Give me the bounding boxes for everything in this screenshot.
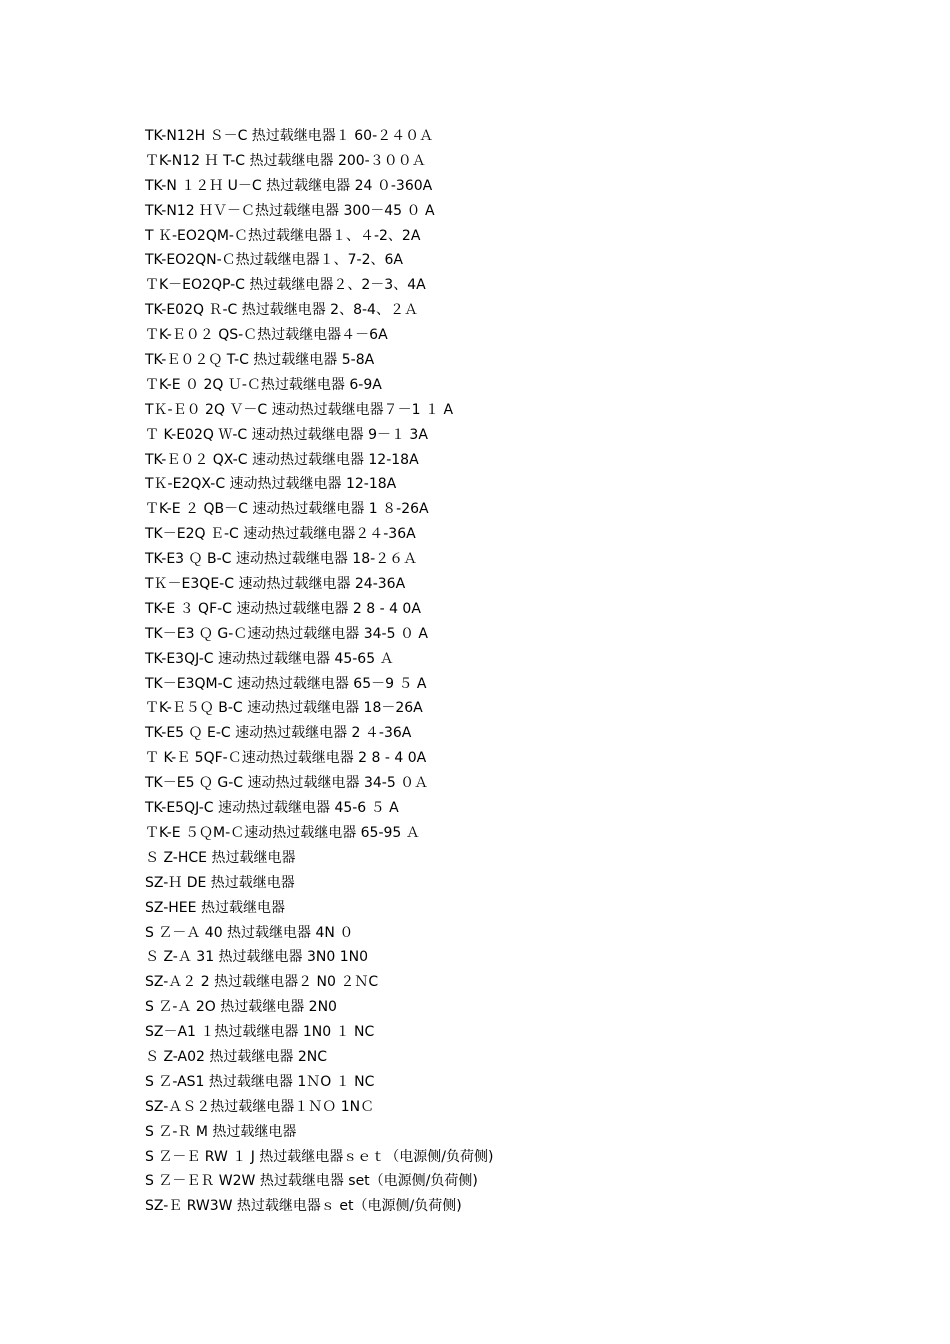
text-line: S Ｚ-Ａ 2O 热过载继电器 2N0 xyxy=(145,999,337,1016)
text-line: S Ｚ－Ｅ RW １ J 热过载继电器ｓｅｔ（电源侧/负荷侧) xyxy=(145,1148,494,1165)
text-line: Ｓ Z-HCE 热过载继电器 xyxy=(145,849,296,866)
text-line: ＴK-Ｅ５Ｑ B-C 速动热过载继电器 18－26A xyxy=(145,700,423,717)
text-line: SZ-Ｅ RW3W 热过载继电器ｓ et（电源侧/负荷侧) xyxy=(145,1198,462,1215)
text-line: Ｓ Z-A02 热过载继电器 2NC xyxy=(145,1048,327,1065)
relay-model-list xyxy=(145,124,905,1219)
text-line: TK－E3 Ｑ G-Ｃ速动热过载继电器 34-5 ０ A xyxy=(145,625,428,642)
text-line: TK-E3 Ｑ B-C 速动热过载继电器 18-２６Ａ xyxy=(145,551,418,568)
text-line: ＴK-N12 Ｈ T-C 热过载继电器 200-３００Ａ xyxy=(145,152,426,169)
text-line: SZ-Ｈ DE 热过载继电器 xyxy=(145,874,295,891)
text-line: SZ-Ａ２ 2 热过载继电器２ N0 ２ＮC xyxy=(145,974,379,991)
text-line: S Ｚ－Ａ 40 热过载继电器 4N ０ xyxy=(145,924,354,941)
text-line: S Ｚ-Ｒ M 热过载继电器 xyxy=(145,1123,297,1140)
text-line: SZ-ＡＳ２热过载继电器１ＮＯ 1NＣ xyxy=(145,1098,375,1115)
text-line: TK-E5QJ-C 速动热过载继电器 45-6 ５ A xyxy=(145,800,399,817)
text-line: TK-N12 ＨＶ－Ｃ热过载继电器 300－45 ０ A xyxy=(145,202,435,219)
text-line: ＴK-E ５ＱM-Ｃ速动热过载继电器 65-95 Ａ xyxy=(145,824,420,841)
text-line: TK-E ３ QF-C 速动热过载继电器 2 8 - 4 0A xyxy=(145,600,421,617)
text-line: TＫ-E2QX-C 速动热过载继电器 12-18A xyxy=(145,476,397,493)
text-line: SZ－A1 １热过载继电器 1N0 １ NC xyxy=(145,1024,375,1041)
text-line: TK-Ｅ０２ QX-C 速动热过载继电器 12-18A xyxy=(145,451,419,468)
text-line: T Ｋ-EO2QM-Ｃ热过载继电器１、４-2、2A xyxy=(145,227,421,244)
text-line: ＴK-Ｅ０２ QS-Ｃ热过载继电器４－6A xyxy=(145,327,388,344)
text-line: TK-E3QJ-C 速动热过载继电器 45-65 Ａ xyxy=(145,650,394,667)
text-line: TK-Ｅ０２Ｑ T-C 热过载继电器 5-8A xyxy=(145,352,375,369)
text-line: TK-N １２Ｈ U－C 热过载继电器 24 ０-360A xyxy=(145,177,433,194)
text-line: TK-E02Q Ｒ-C 热过载继电器 2、8-4、２Ａ xyxy=(145,302,418,319)
text-line: TK-N12H Ｓ－C 热过载继电器１ 60-２４０Ａ xyxy=(145,128,434,144)
text-line: Ｔ K-Ｅ 5QF-Ｃ速动热过载继电器 2 8 - 4 0A xyxy=(145,750,427,767)
text-line: S Ｚ－ＥＲ W2W 热过载继电器 set（电源侧/负荷侧) xyxy=(145,1173,478,1190)
text-line: TＫ-Ｅ０ 2Q Ｖ－C 速动热过载继电器７－1 １ A xyxy=(145,401,454,418)
text-line: TＫ－E3QE-C 速动热过载继电器 24-36A xyxy=(145,576,406,593)
text-line: TK-E5 Ｑ E-C 速动热过载继电器 2 ４-36A xyxy=(145,725,412,742)
text-line: TK-EO2QN-Ｃ热过载继电器１、7-2、6A xyxy=(145,252,403,269)
text-line: TK－E2Q Ｅ-C 速动热过载继电器２４-36A xyxy=(145,526,416,543)
text-line: SZ-HEE 热过载继电器 xyxy=(145,899,285,916)
text-line: TK－E3QM-C 速动热过载继电器 65－9 ５ A xyxy=(145,675,427,692)
text-line: S Ｚ-AS1 热过载继电器 1ＮO １ NC xyxy=(145,1073,375,1090)
text-line: Ｔ K-E02Q Ｗ-C 速动热过载继电器 9－１ 3A xyxy=(145,426,428,443)
text-line: TK－E5 Ｑ G-C 速动热过载继电器 34-5 ０Ａ xyxy=(145,775,429,792)
text-line: Ｓ Z-Ａ 31 热过载继电器 3N0 1N0 xyxy=(145,949,369,966)
text-line: ＴK-E ２ QB－C 速动热过载继电器 1 ８-26A xyxy=(145,501,429,518)
text-line: ＴK－EO2QP-C 热过载继电器２、2－3、4A xyxy=(145,277,426,294)
text-line: ＴK-E ０ 2Q Ｕ-Ｃ热过载继电器 6-9A xyxy=(145,376,382,393)
